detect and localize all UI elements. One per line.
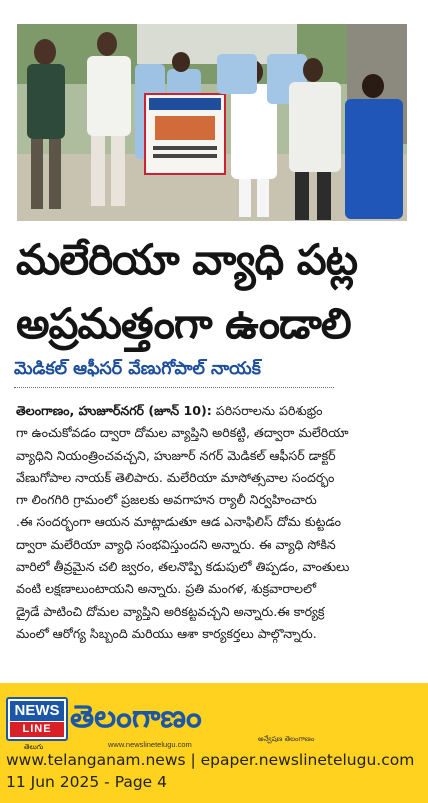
footer-date-page: 11 Jun 2025 - Page 4: [6, 773, 168, 791]
headline-line-1: మలేరియా వ్యాధి పట్ల: [16, 235, 358, 284]
body-line: డ్రైడే పాటించి దోమల వ్యాప్తిని అరికట్టవచ్చని అన్నారు.ఈ కార్యక్ర: [16, 603, 325, 619]
body-line: మంలో ఆరోగ్య సిబ్బంది మరియు ఆశా కార్యకర్తలు పాల్గొన్నారు.: [16, 625, 317, 641]
newsline-logo: [6, 697, 68, 741]
brand-url: www.newslinetelugu.com: [108, 740, 192, 749]
body-line: .ఈ సందర్భంగా ఆయన మాట్లాడుతూ ఆడ ఎనాఫిలిస్ దోమ కుట్టడం: [16, 514, 342, 530]
body-line: తెలంగాణం, హుజూర్‌నగర్ (జూన్ 10): పరిసరాలను పరిశుభ్రం: [16, 403, 323, 418]
footer: [0, 683, 428, 803]
body-line: ద్వారా మలేరియా వ్యాధి సంభవిస్తుందని అన్నారు. ఈ వ్యాధి సోకిన: [16, 536, 336, 552]
body-line: వంటి లక్షణాలుంటాయని అన్నారు. ప్రతి మంగళ, శుక్రవారాలలో: [16, 581, 317, 597]
logo-subtext: తెలుగు: [24, 743, 44, 751]
footer-links[interactable]: www.telanganam.news | epaper.newslinetelugu.com: [6, 751, 415, 769]
brand-tagline: అన్వేషణ తెలంగాణం: [258, 735, 315, 743]
logo-news-text: NEWS: [10, 701, 64, 721]
body-line: వేణుగోపాల నాయక్ తెలిపారు. మలేరియా మాసోత్సవాల సందర్భం: [16, 469, 335, 485]
logo-line-text: LINE: [10, 722, 64, 737]
subtitle: మెడికల్ ఆఫీసర్ వేణుగోపాల్ నాయక్: [14, 359, 261, 379]
body-line: గా ఉంచుకోవడం ద్వారా దోమల వ్యాప్తిని అరికట్టి, తద్వారా మలేరియా: [16, 425, 349, 441]
body-line: వ్యాధిని నియంత్రించవచ్చని, హుజూర్ నగర్ మెడికల్ ఆఫీసర్ డాక్టర్: [16, 447, 336, 463]
body-line: గా లింగగిరి గ్రామంలో ప్రజలకు అవగాహన ర్యాలీ నిర్వహించారు: [16, 492, 317, 508]
subtitle-divider: [14, 387, 334, 388]
dateline: తెలంగాణం, హుజూర్‌నగర్ (జూన్ 10):: [16, 403, 212, 418]
article-body: [16, 400, 416, 645]
rally-photo-illustration: [17, 24, 407, 221]
headline-line-2: అప్రమత్తంగా ఉండాలి: [16, 299, 351, 348]
article-photo: [17, 24, 407, 221]
brand-name: తెలంగాణం: [70, 699, 202, 735]
headline: [16, 228, 416, 356]
body-line: వారిలో తీవ్రమైన చలి జ్వరం, తలనొప్పి కడుపులో తిప్పడం, వాంతులు: [16, 559, 350, 575]
